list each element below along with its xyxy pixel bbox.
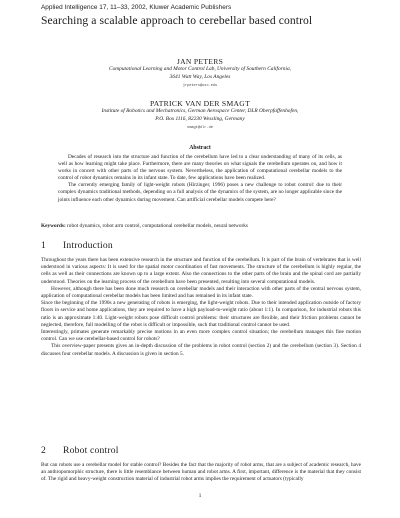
- author-affiliation-2b: P.O. Box 1116, 82230 Wessling, Germany: [155, 116, 245, 122]
- abstract-paragraph-2: The currently emerging family of light-weight robots (Hirzinger, 1996) poses a new challenge to robot control: due to their complex dynamics traditional methods, depending on a full analysis of the dynamics of the system, are no longer applicable since the joints influence each other dynamics during movement. Can artificial cerebellar models compete here?: [58, 182, 342, 203]
- author-name-2: PATRICK VAN DER SMAGT: [149, 99, 251, 108]
- abstract-heading: Abstract: [189, 145, 211, 151]
- keywords-text: robot dynamics, robot arm control, computational cerebellar models, neural networks: [67, 223, 248, 229]
- section-heading-introduction: [41, 240, 113, 251]
- paragraph: However, although there has been done much research on cerebellar models and their interaction with other parts of the central nervous system, application of computational cerebellar models has been limited and has remained in its infant state.: [41, 285, 361, 300]
- keywords-label: Keywords:: [41, 223, 66, 229]
- paper-title: Searching a scalable approach to cerebellar based control: [41, 14, 313, 27]
- author-affiliation-1b: 3641 Watt Way, Los Angeles: [169, 74, 231, 80]
- abstract-paragraph-1: Decades of research into the structure and function of the cerebellum have led to a clear understanding of many of its cells, as well as how learning might take place. Furthermore, there are many theories on what signals the cerebellum operates on, and how it works in concert with other parts of the nervous system. Nevertheless, the application of computational cerebellar models to the control of robot dynamics remains in its infant state. To date, few applications have been realized.: [58, 154, 342, 182]
- author-email-1[interactable]: jrpeters@usc.edu: [182, 84, 218, 88]
- paragraph: Throughout the years there has been extensive research in the structure and function of the cerebellum. It is part of the brain of vertebrates that is well understood in various aspects: It is used for the spatial motor coordination of fast movements. The structure of the cerebellum is highly regular, the cells as well as their connections are known up to a large extent. Also the connections to the other parts of the brain and the spinal cord are partially understood. Theories on the learning process of the cerebellum have been presented, resulting into several computational models.: [41, 257, 361, 285]
- paragraph: Interestingly, primates generate remarkably precise motions in an even more complex control situation; the cerebellum manages this fine motion control. Can we use cerebellar-based control for robots?: [41, 329, 361, 343]
- page-number: 1: [198, 493, 202, 499]
- author-affiliation-2a: Institute of Robotics and Mechatronics, German Aerospace Center, DLR Oberpfaffenhofen,: [101, 108, 299, 114]
- section-number: 1: [41, 240, 46, 251]
- section-title: Introduction: [63, 240, 113, 251]
- section-heading-robot-control: [41, 445, 119, 456]
- section-title: Robot control: [63, 445, 119, 456]
- author-email-2[interactable]: smagt@dlr.de: [187, 126, 213, 130]
- keywords: [41, 223, 361, 229]
- robot-control-body: [41, 462, 361, 484]
- section-number: 2: [41, 445, 46, 456]
- abstract-body: [58, 154, 342, 204]
- paragraph: But can robots use a cerebellar model for stable control? Besides the fact that the majority of robot arms, that are a subject of academic research, have an anthropomorphic structure, there is little resemblance between human and robot arms. A first, important, difference is the material that they consist of. The rigid and heavy-weight construction material of industrial robot arms implies the requirement of actuators (typically: [41, 462, 361, 483]
- running-header: Applied Intelligence 17, 11–33, 2002, Kluwer Academic Publishers: [41, 4, 232, 11]
- introduction-body: [41, 257, 361, 358]
- paragraph: This overview-paper presents gives an in-depth discussion of the problems in robot control (section 2) and the cerebellum (section 3). Section 4 discusses four cerebellar models. A discussion is given in section 5.: [41, 343, 361, 357]
- paragraph: Since the beginning of the 1990s a new generating of robots is emerging, the light-weight robots. Due to their intended application outside of factory floors in service and home applications, they are required to have a high payload-to-weight ratio (about 1:1). In comparison, for industrial robots this ratio is an approximate 1:40. Light-weight robots pose difficult control problems: their structures are flexible, and their friction problems cannot be neglected, therefore, full modelling of the robot is difficult or impossible, such that traditional control cannot be used.: [41, 300, 361, 328]
- author-name-1: JAN PETERS: [176, 57, 224, 66]
- author-affiliation-1a: Computational Learning and Motor Control Lab, University of Southern California,: [108, 66, 292, 72]
